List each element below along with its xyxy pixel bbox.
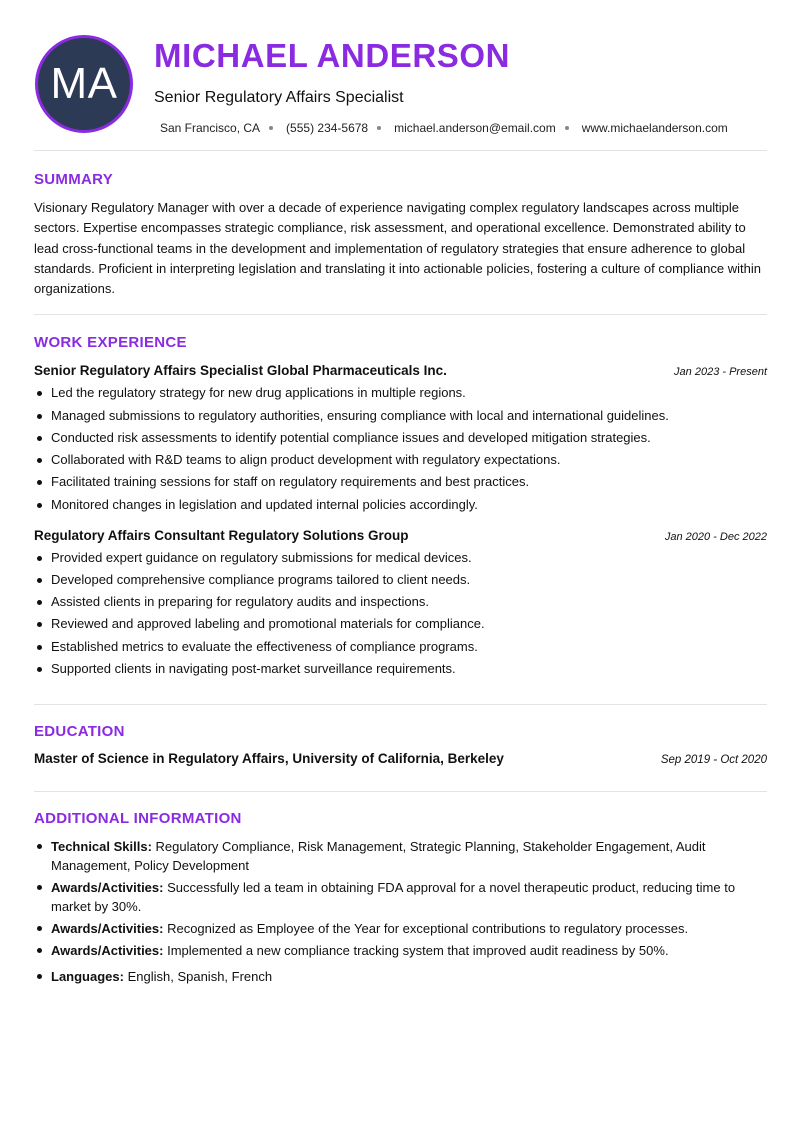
job-header xyxy=(34,528,767,543)
job-header xyxy=(34,363,767,378)
item-label: Awards/Activities: xyxy=(51,920,164,936)
item-text: Regulatory Compliance, Risk Management, Strategic Planning, Stakeholder Engagement, Audit Management, Policy Development xyxy=(51,838,706,873)
job-dates: Jan 2023 - Present xyxy=(674,366,767,379)
list-item: Established metrics to evaluate the effectiveness of compliance programs. xyxy=(51,636,767,658)
job-position: Senior Regulatory Affairs Specialist Global Pharmaceuticals Inc. xyxy=(34,363,447,379)
job-entry xyxy=(34,363,767,515)
work-experience-heading: WORK EXPERIENCE xyxy=(34,334,187,352)
phone-text: (555) 234-5678 xyxy=(286,121,369,135)
item-text: Implemented a new compliance tracking system that improved audit readiness by 50%. xyxy=(163,942,669,958)
contact-email xyxy=(394,121,582,135)
separator-dot xyxy=(565,126,569,130)
email-text: michael.anderson@email.com xyxy=(394,121,556,135)
education-section xyxy=(34,705,767,792)
contact-website xyxy=(582,121,728,135)
job-dates: Jan 2020 - Dec 2022 xyxy=(664,530,767,543)
job-bullets xyxy=(34,382,767,515)
job-position: Regulatory Affairs Consultant Regulatory Solutions Group xyxy=(34,527,409,543)
education-dates: Sep 2019 - Oct 2020 xyxy=(660,753,767,766)
list-item xyxy=(51,967,767,986)
list-item xyxy=(51,837,767,875)
contact-bar xyxy=(160,121,728,135)
candidate-name: MICHAEL ANDERSON xyxy=(154,37,511,74)
additional-information-section xyxy=(34,792,767,986)
avatar xyxy=(35,35,133,133)
degree-text: Master of Science in Regulatory Affairs, University of California, Berkeley xyxy=(34,750,504,766)
avatar-initials: MA xyxy=(50,59,118,108)
list-item xyxy=(51,941,767,960)
separator-dot xyxy=(269,126,273,130)
list-item: Monitored changes in legislation and updated internal policies accordingly. xyxy=(51,494,767,516)
item-label: Awards/Activities: xyxy=(51,942,164,958)
list-item: Managed submissions to regulatory authorities, ensuring compliance with local and international guidelines. xyxy=(51,405,767,427)
list-item: Provided expert guidance on regulatory submissions for medical devices. xyxy=(51,547,767,569)
list-item: Collaborated with R&D teams to align product development with regulatory expectations. xyxy=(51,449,767,471)
list-item: Facilitated training sessions for staff on regulatory requirements and best practices. xyxy=(51,471,767,493)
item-text: Recognized as Employee of the Year for exceptional contributions to regulatory processes. xyxy=(163,920,689,936)
list-item xyxy=(51,878,767,916)
job-bullets xyxy=(34,547,767,680)
work-experience-section xyxy=(34,315,767,704)
item-label: Technical Skills: xyxy=(51,838,152,854)
contact-phone xyxy=(286,121,394,135)
list-item: Conducted risk assessments to identify potential compliance issues and developed mitigation strategies. xyxy=(51,427,767,449)
item-text: English, Spanish, French xyxy=(123,968,273,984)
additional-information-heading: ADDITIONAL INFORMATION xyxy=(34,809,242,827)
list-item: Developed comprehensive compliance programs tailored to client needs. xyxy=(51,569,767,591)
resume-header xyxy=(34,0,767,151)
additional-information-list xyxy=(34,837,767,986)
job-title: Senior Regulatory Affairs Specialist xyxy=(154,89,404,106)
list-item xyxy=(51,919,767,938)
separator-dot xyxy=(377,126,381,130)
item-label: Awards/Activities: xyxy=(51,879,164,895)
location-text: San Francisco, CA xyxy=(160,121,261,135)
item-text: Successfully led a team in obtaining FDA approval for a novel therapeutic product, reducing time to market by 30%. xyxy=(51,879,736,914)
education-entry xyxy=(34,751,767,766)
summary-section xyxy=(34,151,767,315)
list-item: Led the regulatory strategy for new drug applications in multiple regions. xyxy=(51,382,767,404)
summary-text: Visionary Regulatory Manager with over a decade of experience navigating complex regulatory landscapes across multiple sectors. Expertise encompasses strategic compliance, risk assessment, and operational excellence. Demonstrated ability to lead cross-functional teams in the development and implementation of regulatory strategies that ensure adherence to global standards. Proficient in interpreting legislation and translating it into actionable policies, fostering a culture of compliance within organizations. xyxy=(34,200,761,297)
job-entry xyxy=(34,528,767,680)
education-heading: EDUCATION xyxy=(34,722,125,740)
list-item: Assisted clients in preparing for regulatory audits and inspections. xyxy=(51,591,767,613)
list-item: Supported clients in navigating post-market surveillance requirements. xyxy=(51,658,767,680)
list-item: Reviewed and approved labeling and promotional materials for compliance. xyxy=(51,613,767,635)
contact-location xyxy=(160,121,286,135)
item-label: Languages: xyxy=(51,968,124,984)
summary-heading: SUMMARY xyxy=(34,171,114,188)
website-text: www.michaelanderson.com xyxy=(581,121,728,135)
